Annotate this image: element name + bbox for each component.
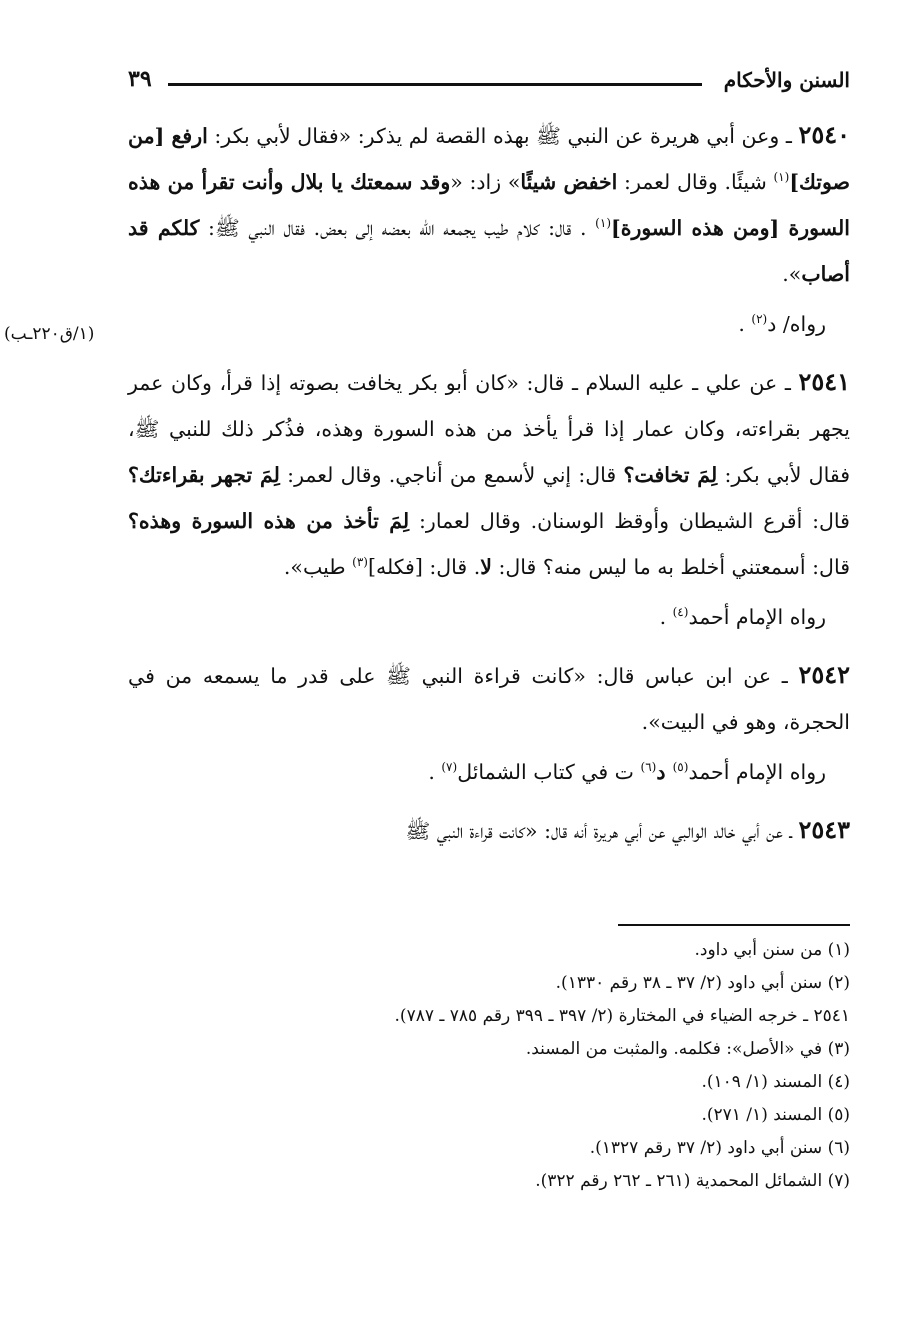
footnote-ref: (٥) (672, 760, 689, 775)
prophetic-saying: لِمَ تجهر بقراءتك؟ (128, 463, 280, 487)
hadith-text: . قال: [فكله] (367, 555, 481, 579)
hadith-2541 (128, 359, 850, 640)
source-text: رواه الإمام أحمد (688, 760, 826, 784)
footnote-ref: (٦) (640, 760, 657, 775)
footnote-ref: (٧) (441, 760, 458, 775)
footnote-4: (٤) المسند (١/ ١٠٩). (701, 1072, 850, 1092)
footnote-ref: (٣) (352, 555, 368, 570)
hadith-2540-text (128, 112, 850, 297)
footnote-ref: (٤) (672, 605, 689, 620)
hadith-2543 (128, 807, 850, 854)
footnote-ref: (١) (773, 170, 790, 185)
hadith-text: . قال: كلام طيب يجمعه اللّه بعضه إلى بعض. فقال النبي ﷺ: (199, 216, 596, 240)
source-text: ت في كتاب الشمائل (457, 760, 641, 784)
source-text: رواه الإمام أحمد (688, 605, 826, 629)
hadith-number: ٢٥٤٢ (798, 660, 850, 689)
footnote-5: (٥) المسند (١/ ٢٧١). (701, 1105, 850, 1125)
prophetic-saying: اخفض شيئًا (520, 170, 618, 194)
running-title: السنن والأحكام (723, 68, 850, 92)
header-rule (168, 83, 702, 86)
hadith-2543-text (128, 807, 850, 854)
hadith-2541-text (128, 359, 850, 590)
footnote-7: (٧) الشمائل المحمدية (٢٦١ ـ ٢٦٢ رقم ٣٢٢). (535, 1171, 850, 1191)
hadith-2542 (128, 652, 850, 795)
hadith-text: ». (782, 262, 802, 286)
hadith-text: ـ عن علي ـ عليه السلام ـ قال: «كان أبو بكر يخافت بصوته إذا قرأ، وكان عمر يجهر بقراءته، وكان عمار إذا قرأ يأخذ من هذه السورة وهذه، فذُكر ذلك للنبي ﷺ، فقال لأبي بكر: (128, 371, 850, 487)
footnote-2: (٢) سنن أبي داود (٢/ ٣٧ ـ ٣٨ رقم ١٣٣٠). (555, 973, 850, 993)
hadith-text: قال: أقرع الشيطان وأوقظ الوسنان. وقال لعمار: (409, 509, 850, 533)
hadith-text: » زاد: « (450, 170, 521, 194)
footnote-3: (٣) في «الأصل»: فكلمه. والمثبت من المسند. (525, 1039, 850, 1059)
prophetic-saying: لِمَ تأخذ من هذه السورة وهذه؟ (128, 509, 410, 533)
footnotes (128, 934, 850, 1198)
footnote-1: (١) من سنن أبي داود. (694, 940, 850, 960)
hadith-2542-text (128, 652, 850, 745)
hadith-source (128, 594, 850, 640)
running-header (128, 62, 850, 102)
hadith-number: ٢٥٤٠ (798, 120, 850, 149)
hadith-text: قال: أسمعتني أخلط به ما ليس منه؟ قال: (491, 555, 850, 579)
footnote-6: (٦) سنن أبي داود (٢/ ٣٧ رقم ١٣٢٧). (589, 1138, 850, 1158)
hadith-text: شيئًا. وقال لعمر: (617, 170, 774, 194)
source-end: . (428, 760, 442, 784)
footnote-rule (618, 924, 850, 926)
prophetic-saying: وقد سمعتك يا بلال وأنت تقرأ من هذه السورة [ومن هذه السورة] (128, 170, 850, 240)
prophetic-saying: لا (480, 555, 492, 579)
prophetic-saying: كلكم قد أصاب (128, 216, 850, 286)
source-text: د (656, 760, 673, 784)
footnote-ref: (١) (595, 216, 611, 231)
hadith-text: طيب». (283, 555, 353, 579)
hadith-number: ٢٥٤١ (798, 367, 850, 396)
source-end: . (738, 312, 752, 336)
margin-note: (١/ق٢٢٠ـب) (4, 324, 95, 344)
hadith-text: ـ عن ابن عباس قال: «كانت قراءة النبي ﷺ على قدر ما يسمعه من في الحجرة، وهو في البيت». (128, 664, 850, 734)
hadith-text: ـ عن أبي خالد الوالبي عن أبي هريرة أنه قال: «كانت قراءة النبي ﷺ (405, 819, 799, 843)
hadith-source (128, 301, 850, 347)
hadith-number: ٢٥٤٣ (798, 815, 850, 844)
prophetic-saying: ارفع [من صوتك] (128, 124, 850, 194)
page-number: ٣٩ (128, 66, 152, 92)
prophetic-saying: لِمَ تخافت؟ (623, 463, 718, 487)
hadith-text: قال: إني لأسمع من أناجي. وقال لعمر: (279, 463, 624, 487)
hadith-2540 (128, 112, 850, 347)
footnote-ref: (٢) (751, 312, 768, 327)
main-text (128, 112, 850, 864)
hadith-source (128, 749, 850, 795)
hadith-text: ـ وعن أبي هريرة عن النبي ﷺ بهذه القصة لم يذكر: «فقال لأبي بكر: (207, 124, 799, 148)
source-text: رواه/ د (767, 312, 826, 336)
footnote-2541: ٢٥٤١ ـ خرجه الضياء في المختارة (٢/ ٣٩٧ ـ ٣٩٩ رقم ٧٨٥ ـ ٧٨٧). (394, 1006, 850, 1026)
source-end: . (659, 605, 673, 629)
